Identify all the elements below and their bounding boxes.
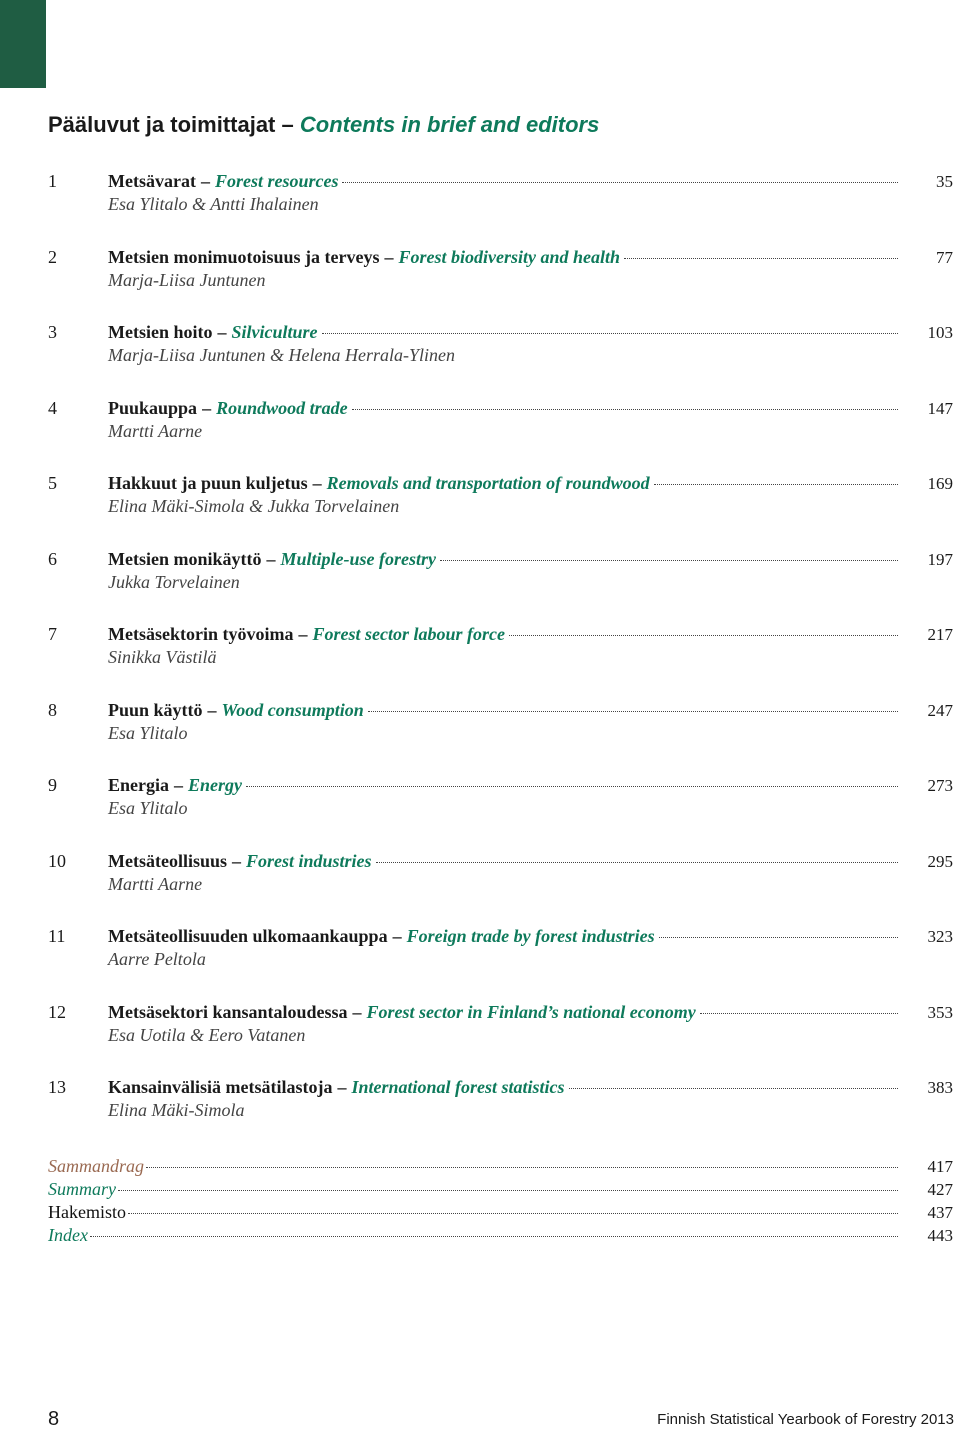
footer-publication-title: Finnish Statistical Yearbook of Forestry 2013: [657, 1411, 954, 1428]
toc-entry-line: [48, 170, 953, 193]
chapter-page-number: 217: [927, 625, 953, 644]
chapter-title-en: Energy: [188, 775, 242, 795]
chapter-title-fi: Energia: [108, 775, 169, 795]
title-separator: –: [202, 397, 212, 418]
chapter-title-fi: Metsien monimuotoisuus ja terveys: [108, 246, 380, 267]
dot-leader: [352, 409, 898, 410]
chapter-title-en: Forest sector in Finland’s national economy: [366, 1001, 696, 1022]
chapter-title-fi: Metsäsektorin työvoima: [108, 624, 294, 644]
back-matter-page-number: 417: [927, 1157, 953, 1176]
chapter-title-en: Multiple-use forestry: [280, 548, 436, 569]
back-matter-page-number: 427: [927, 1180, 953, 1199]
toc-entry[interactable]: [48, 699, 953, 775]
chapter-title-fi: Metsävarat: [108, 171, 196, 191]
dot-leader: [654, 484, 898, 485]
chapter-title-en: Wood consumption: [221, 699, 364, 720]
chapter-page-number: 273: [927, 776, 953, 795]
chapter-title-en: Silviculture: [231, 322, 318, 342]
dot-leader: [569, 1088, 898, 1089]
back-matter-list: [48, 1155, 953, 1247]
chapter-number: 7: [48, 624, 57, 644]
chapter-number: 4: [48, 397, 57, 418]
chapter-title-fi: Puukauppa: [108, 397, 198, 418]
chapter-title-fi: Puun käyttö: [108, 699, 203, 720]
chapter-page-number: 103: [927, 323, 953, 342]
chapter-editors: Elina Mäki-Simola: [108, 1100, 245, 1120]
toc-entry[interactable]: [48, 472, 953, 548]
chapter-number: 9: [48, 775, 57, 795]
chapter-title-fi: Metsäteollisuus: [108, 850, 227, 871]
title-separator: –: [174, 775, 183, 795]
dot-leader: [659, 937, 898, 938]
chapter-editors: Jukka Torvelainen: [108, 571, 240, 592]
chapter-page-number: 77: [936, 247, 953, 267]
title-separator: –: [392, 926, 402, 946]
toc-entry[interactable]: [48, 170, 953, 246]
dot-leader: [128, 1213, 898, 1214]
back-matter-page-number: 443: [927, 1226, 953, 1245]
chapter-page-number: 383: [927, 1078, 953, 1097]
title-separator: –: [352, 1001, 362, 1022]
toc-entry-line: [48, 1001, 953, 1024]
chapter-number: 12: [48, 1001, 66, 1022]
toc-entry[interactable]: [48, 925, 953, 1001]
chapter-color-tab: [0, 0, 46, 88]
page-title: [48, 111, 599, 139]
chapter-page-number: 247: [927, 700, 953, 720]
chapter-editors: Martti Aarne: [108, 420, 203, 441]
back-matter-entry[interactable]: [48, 1178, 953, 1201]
chapter-editors: Sinikka Västilä: [108, 647, 217, 667]
chapter-title-fi: Metsäsektori kansantaloudessa: [108, 1001, 348, 1022]
back-matter-label: Hakemisto: [48, 1202, 126, 1222]
chapter-page-number: 353: [927, 1002, 953, 1022]
chapter-title-fi: Metsien hoito: [108, 322, 213, 342]
back-matter-label: Index: [48, 1225, 88, 1245]
chapter-title-en: Forest industries: [246, 850, 372, 871]
toc-entry-line: [48, 699, 953, 722]
chapter-number: 11: [48, 926, 66, 946]
chapter-editors: Aarre Peltola: [108, 949, 206, 969]
toc-entry[interactable]: [48, 246, 953, 322]
toc-entry-line: [48, 246, 953, 269]
chapter-title-en: Forest resources: [214, 171, 339, 191]
page-title-dash: –: [281, 112, 294, 137]
toc-entry-line: [48, 925, 953, 948]
back-matter-label: Summary: [48, 1179, 116, 1199]
chapter-title-fi: Hakkuut ja puun kuljetus: [108, 473, 308, 493]
back-matter-entry[interactable]: [48, 1155, 953, 1178]
chapter-editors: Esa Uotila & Eero Vatanen: [108, 1024, 306, 1045]
dot-leader: [342, 182, 898, 183]
toc-entry[interactable]: [48, 397, 953, 473]
chapter-page-number: 323: [927, 927, 953, 946]
table-of-contents: [48, 170, 953, 1152]
chapter-title-fi: Metsien monikäyttö: [108, 548, 262, 569]
toc-entry-line: [48, 548, 953, 571]
toc-entry[interactable]: [48, 623, 953, 699]
dot-leader: [246, 786, 898, 787]
toc-entry[interactable]: [48, 850, 953, 926]
chapter-title-fi: Kansainvälisiä metsätilastoja: [108, 1077, 333, 1097]
page-title-en: Contents in brief and editors: [299, 112, 600, 137]
toc-entry-line: [48, 1076, 953, 1099]
footer-page-number: 8: [48, 1408, 60, 1430]
toc-entry-line: [48, 321, 953, 344]
chapter-page-number: 295: [927, 851, 953, 871]
title-separator: –: [200, 171, 210, 191]
title-separator: –: [337, 1077, 347, 1097]
chapter-editors: Esa Ylitalo & Antti Ihalainen: [108, 194, 319, 214]
toc-entry-line: [48, 850, 953, 873]
chapter-title-en: Forest biodiversity and health: [398, 246, 620, 267]
dot-leader: [376, 862, 898, 863]
dot-leader: [118, 1190, 898, 1191]
toc-entry[interactable]: [48, 321, 953, 397]
dot-leader: [90, 1236, 898, 1237]
chapter-number: 1: [48, 171, 57, 191]
toc-entry-line: [48, 472, 953, 495]
chapter-page-number: 169: [927, 474, 953, 493]
title-separator: –: [312, 473, 322, 493]
toc-entry-line: [48, 774, 953, 797]
toc-entry[interactable]: [48, 1076, 953, 1152]
chapter-title-en: International forest statistics: [351, 1077, 565, 1097]
chapter-editors: Esa Ylitalo: [108, 798, 188, 818]
toc-entry[interactable]: [48, 548, 953, 624]
title-separator: –: [207, 699, 217, 720]
back-matter-entry[interactable]: [48, 1224, 953, 1247]
dot-leader: [322, 333, 899, 334]
chapter-title-en: Removals and transportation of roundwood: [326, 473, 650, 493]
page-title-fi: Pääluvut ja toimittajat: [48, 112, 276, 137]
dot-leader: [700, 1013, 898, 1014]
chapter-title-en: Foreign trade by forest industries: [406, 926, 655, 946]
chapter-editors: Marja-Liisa Juntunen: [108, 269, 266, 290]
toc-entry[interactable]: [48, 1001, 953, 1077]
chapter-number: 3: [48, 322, 57, 342]
dot-leader: [146, 1167, 898, 1168]
title-separator: –: [217, 322, 227, 342]
toc-entry-line: [48, 397, 953, 420]
chapter-page-number: 147: [927, 398, 953, 418]
chapter-editors: Elina Mäki-Simola & Jukka Torvelainen: [108, 496, 400, 516]
dot-leader: [624, 258, 898, 259]
chapter-number: 10: [48, 850, 66, 871]
chapter-editors: Marja-Liisa Juntunen & Helena Herrala-Ylinen: [108, 345, 455, 365]
back-matter-label: Sammandrag: [48, 1156, 145, 1176]
chapter-editors: Martti Aarne: [108, 873, 203, 894]
back-matter-entry[interactable]: [48, 1201, 953, 1224]
toc-entry[interactable]: [48, 774, 953, 850]
title-separator: –: [384, 246, 394, 267]
title-separator: –: [266, 548, 276, 569]
chapter-page-number: 35: [936, 172, 953, 191]
chapter-title-en: Forest sector labour force: [312, 624, 505, 644]
chapter-title-fi: Metsäteollisuuden ulkomaankauppa: [108, 926, 388, 946]
dot-leader: [509, 635, 898, 636]
chapter-number: 5: [48, 473, 57, 493]
chapter-number: 8: [48, 699, 57, 720]
chapter-title-en: Roundwood trade: [216, 397, 348, 418]
back-matter-page-number: 437: [927, 1203, 953, 1222]
chapter-number: 6: [48, 548, 57, 569]
dot-leader: [368, 711, 898, 712]
title-separator: –: [298, 624, 308, 644]
title-separator: –: [232, 850, 241, 871]
chapter-page-number: 197: [927, 549, 953, 569]
chapter-number: 13: [48, 1077, 66, 1097]
toc-entry-line: [48, 623, 953, 646]
dot-leader: [440, 560, 898, 561]
chapter-number: 2: [48, 246, 57, 267]
chapter-editors: Esa Ylitalo: [108, 722, 188, 743]
